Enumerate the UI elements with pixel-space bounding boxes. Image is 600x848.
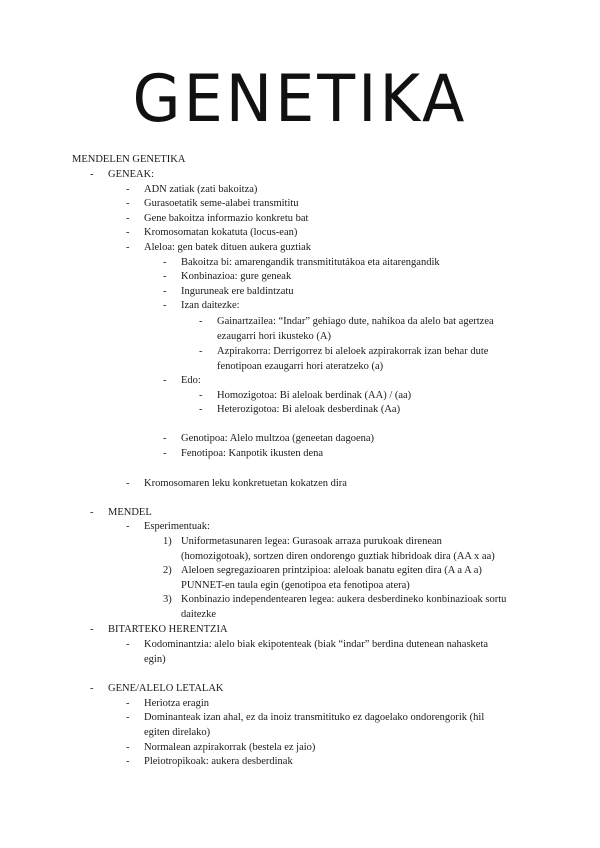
bullet-dash: - — [90, 507, 94, 518]
bullet-dash: - — [199, 404, 203, 415]
bullet-dash: - — [126, 227, 130, 238]
bullet-dash: - — [126, 756, 130, 767]
list-item: Gurasoetatik seme-alabei transmititu — [144, 198, 299, 209]
bullet-dash: - — [126, 242, 130, 253]
bullet-dash: - — [126, 478, 130, 489]
bullet-dash: - — [90, 624, 94, 635]
law-text-continuation: PUNNET-en taula egin (genotipoa eta fenotipoa atera) — [181, 580, 410, 591]
bullet-dash: - — [163, 271, 167, 282]
law-text: Uniformetasunaren legea: Gurasoak arraza purukoak direnean — [181, 536, 442, 547]
bullet-dash: - — [126, 698, 130, 709]
bullet-dash: - — [126, 742, 130, 753]
law-text-continuation: (homozigotoak), sortzen diren ondorengo guztiak hibridoak dira (AA x aa) — [181, 551, 495, 562]
bullet-dash: - — [126, 198, 130, 209]
list-item: Esperimentuak: — [144, 521, 210, 532]
list-item: Kodominantzia: alelo biak ekipotenteak (biak “indar” berdina dutenean nahasketa — [144, 639, 489, 650]
bullet-dash: - — [199, 346, 203, 357]
letalak-label: GENE/ALELO LETALAK — [108, 683, 224, 694]
bullet-dash: - — [126, 521, 130, 532]
list-item: Pleiotropikoak: aukera desberdinak — [144, 756, 293, 767]
bullet-dash: - — [163, 286, 167, 297]
law-number: 3) — [163, 594, 172, 605]
list-item: Inguruneak ere baldintzatu — [181, 286, 294, 297]
mendel-label: MENDEL — [108, 507, 152, 518]
bullet-dash: - — [126, 712, 130, 723]
list-item: Dominanteak izan ahal, ez da inoiz transmitituko ez dagoelako ondorengorik (hil — [144, 712, 485, 723]
law-number: 1) — [163, 536, 172, 547]
bullet-dash: - — [126, 184, 130, 195]
list-item: Aleloa: gen batek dituen aukera guztiak — [144, 242, 312, 253]
list-item: Genotipoa: Alelo multzoa (geneetan dagoena) — [181, 433, 375, 444]
list-item: Konbinazioa: gure geneak — [181, 271, 292, 282]
list-item: ADN zatiak (zati bakoitza) — [144, 184, 258, 195]
bitarteko-label: BITARTEKO HERENTZIA — [108, 624, 228, 635]
list-item: Heterozigotoa: Bi aleloak desberdinak (Aa) — [217, 404, 401, 415]
bullet-dash: - — [199, 390, 203, 401]
bullet-dash: - — [163, 433, 167, 444]
law-text-continuation: daitezke — [181, 609, 216, 620]
bullet-dash: - — [199, 316, 203, 327]
list-item: Homozigotoa: Bi aleloak berdinak (AA) / (aa) — [217, 390, 412, 401]
list-item: Bakoitza bi: amarengandik transmititutákoa eta aitarengandik — [181, 257, 440, 268]
list-item-continuation: egin) — [144, 654, 166, 665]
list-item: Heriotza eragin — [144, 698, 210, 709]
list-item: Gainartzailea: “Indar” gehiago dute, nahikoa da alelo bat agertzea — [217, 316, 494, 327]
list-item: Gene bakoitza informazio konkretu bat — [144, 213, 309, 224]
list-item: Kromosomatan kokatuta (locus-ean) — [144, 227, 298, 238]
list-item-continuation: ezaugarri hori ikusteko (A) — [217, 331, 331, 342]
list-item: Izan daitezke: — [181, 300, 240, 311]
list-item: Normalean azpirakorrak (bestela ez jaio) — [144, 742, 316, 753]
list-item: Edo: — [181, 375, 201, 386]
list-item: Azpirakorra: Derrigorrez bi aleloek azpirakorrak izan behar dute — [217, 346, 489, 357]
law-text: Aleloen segregazioaren printzipioa: aleloak banatu egiten dira (A a A a) — [181, 565, 482, 576]
section-heading: MENDELEN GENETIKA — [72, 154, 186, 165]
bullet-dash: - — [163, 257, 167, 268]
law-number: 2) — [163, 565, 172, 576]
geneak-label: GENEAK: — [108, 169, 155, 180]
law-text: Konbinazio independentearen legea: aukera desberdineko konbinazioak sortu — [181, 594, 507, 605]
bullet-dash: - — [163, 375, 167, 386]
list-item: Fenotipoa: Kanpotik ikusten dena — [181, 448, 324, 459]
bullet-dash: - — [126, 213, 130, 224]
bullet-dash: - — [163, 300, 167, 311]
bullet-dash: - — [90, 683, 94, 694]
list-item-continuation: fenotipoan ezaugarri hori ateratzeko (a) — [217, 361, 384, 372]
list-item-continuation: egiten direlako) — [144, 727, 211, 738]
list-item: Kromosomaren leku konkretuetan kokatzen dira — [144, 478, 347, 489]
bullet-dash: - — [126, 639, 130, 650]
bullet-dash: - — [163, 448, 167, 459]
page-title: GENETIKA — [132, 60, 468, 137]
bullet-dash: - — [90, 169, 94, 180]
